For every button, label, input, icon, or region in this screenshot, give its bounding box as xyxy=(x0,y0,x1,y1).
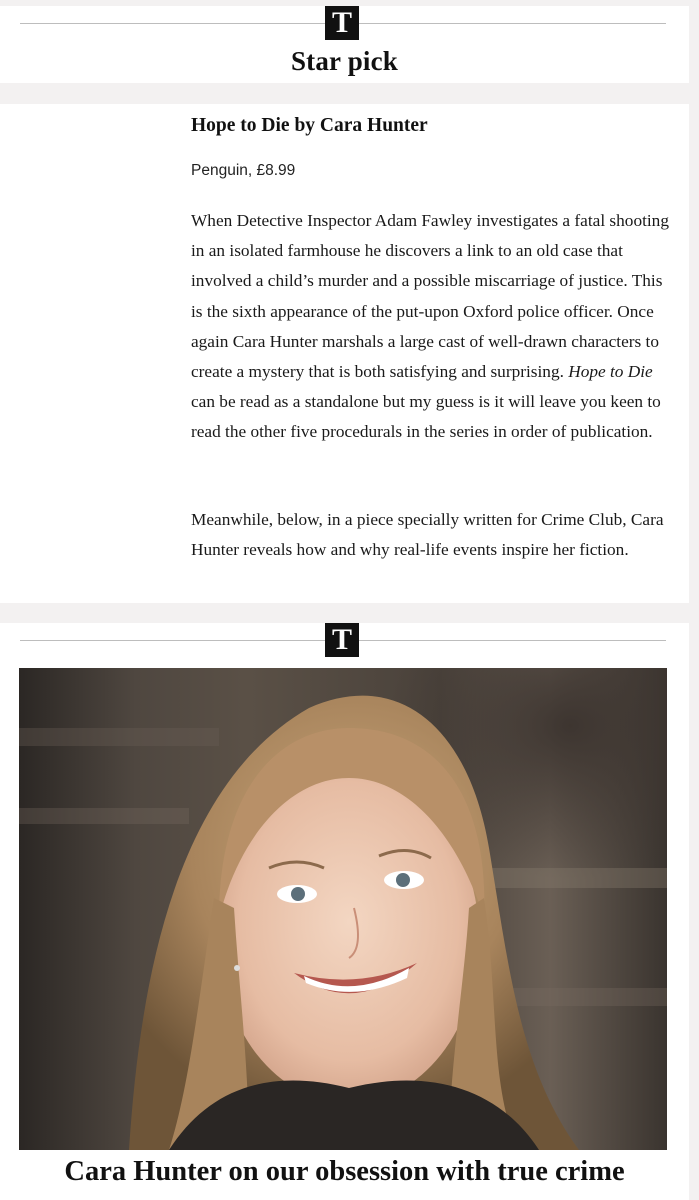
publisher-price: Penguin, £8.99 xyxy=(191,162,296,179)
book-title-italic: Hope to Die xyxy=(568,362,653,382)
intro-paragraph: Meanwhile, below, in a piece specially written for Crime Club, Cara Hunter reveals how and why real-life events inspire her fiction. xyxy=(191,510,664,560)
author-photo xyxy=(19,668,667,1150)
review-text-start: When Detective Inspector Adam Fawley investigates a fatal shooting in an isolated farmhouse he discovers a link to an old case that involved a child’s murder and a possible miscarriage of justice. This is the sixth appearance of the put-upon Oxford police officer. Once again Cara Hunter marshals a large cast of well-drawn characters to create a mystery that is both satisfying and surprising. xyxy=(191,211,669,382)
author-portrait-illustration xyxy=(19,668,667,1150)
section-title: Star pick xyxy=(290,46,399,76)
book-title: Hope to Die by Cara Hunter xyxy=(191,115,428,136)
times-logo: T xyxy=(325,623,359,657)
page-edge xyxy=(689,0,699,1200)
feature-divider-band xyxy=(0,603,689,623)
times-logo: T xyxy=(325,6,359,40)
section-divider-band xyxy=(0,83,689,104)
review-text-end: can be read as a standalone but my guess is it will leave you keen to read the other five procedurals in the series in order of publication. xyxy=(191,392,661,442)
feature-headline: Cara Hunter on our obsession with true crime xyxy=(64,1156,625,1187)
review-paragraph xyxy=(191,206,671,448)
